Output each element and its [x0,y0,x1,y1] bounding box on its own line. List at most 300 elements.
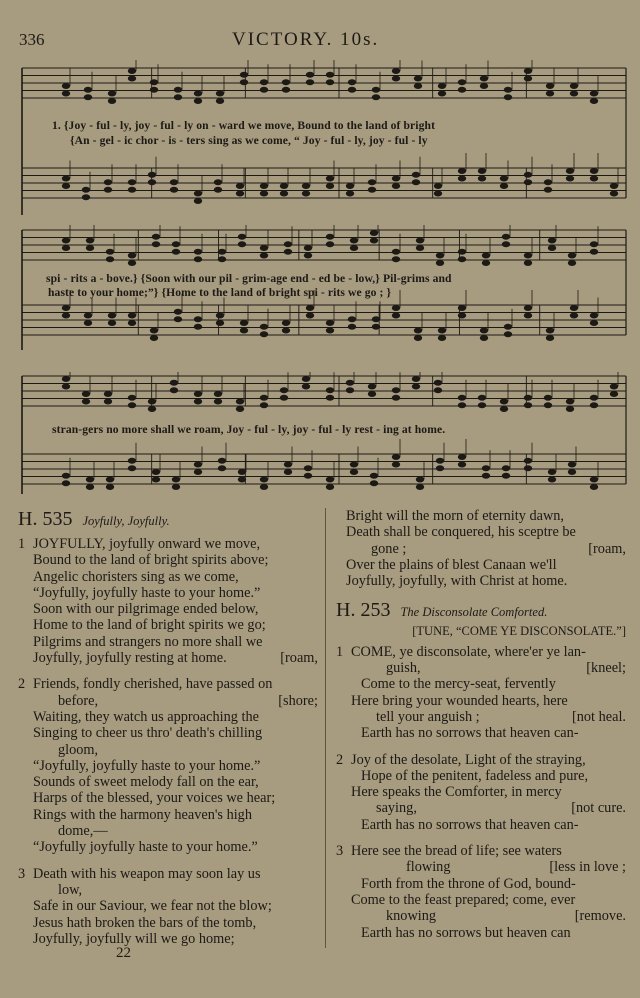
verse-line: Home to the land of bright spirits we go; [33,617,266,634]
lyric-line: spi - rits a - bove.} {Soon with our pil - grim-age end - ed be - low,} Pil-grims and [46,272,452,285]
note-head [368,187,376,193]
note-head [502,234,510,240]
treble-staff [22,60,626,104]
note-head [524,458,532,464]
note-head [194,391,202,397]
note-head [372,316,380,322]
note-head [590,320,598,326]
verse-number: 1 [18,536,26,552]
note-head [414,76,422,82]
note-head [304,473,312,479]
verse-line: Joyfully, joyfully, with Christ at home. [346,573,568,590]
note-head [260,191,268,197]
verse-line: dome,— [58,823,108,840]
verse-line: Angelic choristers sing as we come, [33,568,239,585]
note-head [500,399,508,405]
note-head [568,462,576,468]
treble-staff [22,372,626,412]
note-head [416,477,424,483]
note-head [282,79,290,85]
note-head [260,395,268,401]
note-head [62,305,70,311]
note-head [62,376,70,382]
verse-line: gone ; [roam, [371,540,626,557]
note-head [214,179,222,185]
note-head [216,320,224,326]
note-head [326,183,334,189]
note-head [350,245,358,251]
note-head [548,469,556,475]
note-head [108,313,116,319]
verse-line: Joyfully, joyfully resting at home. [roam, [33,650,318,667]
note-head [172,241,180,247]
note-head [106,249,114,255]
note-head [458,395,466,401]
note-head [238,241,246,247]
note-head [128,187,136,193]
verse-line: Hope of the penitent, fadeless and pure, [361,767,589,784]
verse-line: “Joyfully joyfully haste to your home.” [33,839,258,856]
note-head [346,183,354,189]
note-head [544,187,552,193]
note-head [346,191,354,197]
note-head [304,465,312,471]
note-head [218,465,226,471]
note-head [84,94,92,100]
note-head [372,87,380,93]
note-head [152,469,160,475]
note-head [106,477,114,483]
verse-line: “Joyfully, joyfully haste to your home.” [33,757,261,774]
verse-line: Bright will the morn of eternity dawn, [346,508,564,524]
note-head [478,395,486,401]
note-head [368,179,376,185]
verse-line: knowing [remove. [386,908,626,925]
note-head [216,91,224,97]
note-head [524,402,532,408]
hymn-number: H. 535 [18,508,73,530]
note-head [84,313,92,319]
note-head [478,402,486,408]
note-head [610,384,618,390]
note-head [194,249,202,255]
note-head [236,399,244,405]
note-head [194,316,202,322]
note-head [368,384,376,390]
note-head [62,176,70,182]
note-head [478,168,486,174]
verse-line: low, [58,881,83,898]
note-head [104,399,112,405]
note-head [326,387,334,393]
note-head [370,230,378,236]
note-head [260,477,268,483]
note-head [372,324,380,330]
note-head [482,260,490,266]
note-head [412,384,420,390]
note-head [348,79,356,85]
note-head [326,484,334,490]
verse-line: 2 Friends, fondly cherished, have passed on [18,676,273,693]
verse-line: Bound to the land of bright spirits above; [33,552,269,569]
note-head [546,328,554,334]
note-head [480,76,488,82]
treble-staff [22,225,626,266]
note-head [414,335,422,341]
note-head [570,83,578,89]
note-head [590,249,598,255]
note-head [566,406,574,412]
note-head [370,473,378,479]
note-head [370,238,378,244]
note-head [306,72,314,78]
note-head [82,391,90,397]
hymn-title: Joyfully, Joyfully. [82,514,170,528]
bass-staff [22,153,626,204]
note-head [392,76,400,82]
note-head [174,309,182,315]
note-head [438,328,446,334]
note-head [524,260,532,266]
note-head [216,313,224,319]
note-head [284,249,292,255]
verse-line: flowing [less in love ; [406,859,626,876]
verse-line: Harps of the blessed, your voices we hear; [33,790,276,807]
note-head [458,462,466,468]
note-head [458,313,466,319]
note-head [128,395,136,401]
note-head [590,395,598,401]
note-head [194,191,202,197]
note-head [62,83,70,89]
note-head [568,253,576,259]
note-head [412,376,420,382]
note-head [436,458,444,464]
note-head [458,87,466,93]
note-head [350,238,358,244]
note-head [346,387,354,393]
note-head [568,469,576,475]
note-head [194,98,202,104]
note-head [458,176,466,182]
note-head [414,328,422,334]
note-head [194,198,202,204]
verse-line: guish, [kneel; [386,660,626,677]
note-head [590,484,598,490]
note-head [392,249,400,255]
note-head [170,187,178,193]
note-head [260,324,268,330]
note-head [86,238,94,244]
note-head [326,241,334,247]
note-head [590,91,598,97]
note-head [500,183,508,189]
note-head [280,183,288,189]
verse-line: 3 Here see the bread of life; see waters [336,843,562,860]
note-head [108,91,116,97]
verse-line: Death shall be conquered, his sceptre be [346,524,576,541]
note-head [610,391,618,397]
note-head [570,313,578,319]
note-head [544,402,552,408]
note-head [238,477,246,483]
note-head [284,241,292,247]
note-head [282,328,290,334]
verse-line: 1 JOYFULLY, joyfully onward we move, [18,536,261,552]
note-head [280,387,288,393]
note-head [62,384,70,390]
note-head [436,465,444,471]
note-head [260,402,268,408]
note-head [302,376,310,382]
note-head [194,91,202,97]
note-head [128,402,136,408]
note-head [392,454,400,460]
note-head [392,305,400,311]
note-head [148,406,156,412]
note-head [302,183,310,189]
page-number: 336 [19,30,45,49]
note-head [480,328,488,334]
note-head [566,399,574,405]
note-head [128,260,136,266]
note-head [194,462,202,468]
note-head [150,335,158,341]
note-head [62,313,70,319]
note-head [434,380,442,386]
note-head [104,391,112,397]
note-head [240,328,248,334]
note-head [438,83,446,89]
note-head [62,91,70,97]
verse-number: 3 [18,865,26,882]
note-head [82,187,90,193]
note-head [172,477,180,483]
note-head [480,83,488,89]
note-head [392,313,400,319]
note-head [326,79,334,85]
hymn-heading [18,508,318,532]
note-head [218,458,226,464]
note-head [548,245,556,251]
note-head [524,179,532,185]
verse-line: Here bring your wounded hearts, here [351,692,568,709]
right-column [336,508,626,941]
note-head [194,399,202,405]
note-head [504,94,512,100]
note-head [326,395,334,401]
verse-line: Come to the mercy-seat, fervently [361,676,556,693]
note-head [214,391,222,397]
note-head [218,256,226,262]
note-head [84,87,92,93]
note-head [478,176,486,182]
note-head [148,399,156,405]
note-head [62,238,70,244]
note-head [590,168,598,174]
note-head [368,391,376,397]
verse-number: 1 [336,643,344,660]
note-head [260,87,268,93]
note-head [128,465,136,471]
verse-line: Singing to cheer us thro' death's chilling [33,725,263,742]
note-head [524,465,532,471]
note-head [392,395,400,401]
note-head [238,469,246,475]
verse-line: gloom, [58,741,99,758]
note-head [416,245,424,251]
note-head [236,191,244,197]
note-head [524,76,532,82]
note-head [302,384,310,390]
note-head [240,320,248,326]
verse-line: 2 Joy of the desolate, Light of the straying, [336,751,586,768]
note-head [284,462,292,468]
note-head [128,179,136,185]
note-head [348,316,356,322]
note-head [414,83,422,89]
note-head [392,183,400,189]
note-head [174,94,182,100]
note-head [568,260,576,266]
note-head [172,484,180,490]
note-head [306,79,314,85]
note-head [502,465,510,471]
note-head [284,469,292,475]
note-head [280,395,288,401]
lyric-line: haste to your home;”} {Home to the land of bright spi - rits we go ; } [48,286,392,299]
note-head [590,241,598,247]
note-head [524,395,532,401]
tune-indication: [TUNE, “COME YE DISCONSOLATE.”] [412,624,626,639]
note-head [392,462,400,468]
note-head [524,253,532,259]
verse-line: Earth has no sorrows that heaven can- [361,725,579,742]
music-system-1 [18,60,630,220]
note-head [282,87,290,93]
verse-line: Soon with our pilgrimage ended below, [33,601,259,618]
note-head [590,313,598,319]
note-head [524,313,532,319]
note-head [194,469,202,475]
note-head [214,187,222,193]
note-head [240,72,248,78]
note-head [434,183,442,189]
note-head [570,91,578,97]
note-head [570,305,578,311]
note-head [326,176,334,182]
note-head [610,191,618,197]
verse-line: Pilgrims and strangers no more shall we [33,633,263,650]
note-head [218,249,226,255]
note-head [128,76,136,82]
verse-line: saying, [not cure. [376,800,626,817]
note-head [148,179,156,185]
note-head [326,328,334,334]
note-head [548,238,556,244]
note-head [480,335,488,341]
note-head [148,172,156,178]
note-head [128,253,136,259]
note-head [326,72,334,78]
hymn-heading [336,599,626,623]
note-head [412,172,420,178]
note-head [326,234,334,240]
note-head [346,380,354,386]
note-head [438,91,446,97]
note-head [458,168,466,174]
note-head [436,260,444,266]
note-head [524,68,532,74]
note-head [128,68,136,74]
note-head [86,484,94,490]
note-head [304,245,312,251]
note-head [106,256,114,262]
note-head [434,387,442,393]
note-head [240,79,248,85]
note-head [502,241,510,247]
verse-line: Joyfully, joyfully will we go home; [33,930,235,947]
note-head [152,241,160,247]
note-head [544,179,552,185]
note-head [214,399,222,405]
note-head [304,253,312,259]
note-head [524,172,532,178]
music-system-2 [18,225,630,370]
verse-line: 1 COME, ye disconsolate, where'er ye lan- [336,643,586,660]
verse-line: “Joyfully, joyfully haste to your home.” [33,584,261,601]
verse-line: 3 Death with his weapon may soon lay us [18,865,261,882]
note-head [458,79,466,85]
note-head [458,249,466,255]
verse-line: Safe in our Saviour, we fear not the blow; [33,898,272,915]
note-head [348,324,356,330]
verse-line: Sounds of sweet melody fall on the ear, [33,774,259,791]
note-head [236,183,244,189]
note-head [546,335,554,341]
note-head [150,328,158,334]
note-head [260,253,268,259]
note-head [150,87,158,93]
note-head [502,473,510,479]
verse-line: before, [shore; [58,692,318,709]
verse-line: Waiting, they watch us approaching the [33,708,259,725]
note-head [416,484,424,490]
note-head [566,168,574,174]
note-head [482,253,490,259]
verse-line: Earth has no sorrows but heaven can [361,924,571,941]
note-head [62,480,70,486]
verse-line: Jesus hath broken the bars of the tomb, [33,914,257,931]
note-head [458,454,466,460]
running-head: VICTORY. 10s. [232,29,380,50]
note-head [174,316,182,322]
note-head [566,176,574,182]
note-head [504,331,512,337]
note-head [260,484,268,490]
note-head [392,387,400,393]
lyric-line: {An - gel - ic chor - is - ters sing as we come, “ Joy - ful - ly, joy - ful - ly [70,134,428,147]
note-head [260,183,268,189]
note-head [434,191,442,197]
note-head [504,87,512,93]
verse-number: 2 [336,751,344,768]
note-head [524,305,532,311]
signature-mark: 22 [116,945,131,961]
note-head [458,305,466,311]
note-head [392,256,400,262]
note-head [544,395,552,401]
